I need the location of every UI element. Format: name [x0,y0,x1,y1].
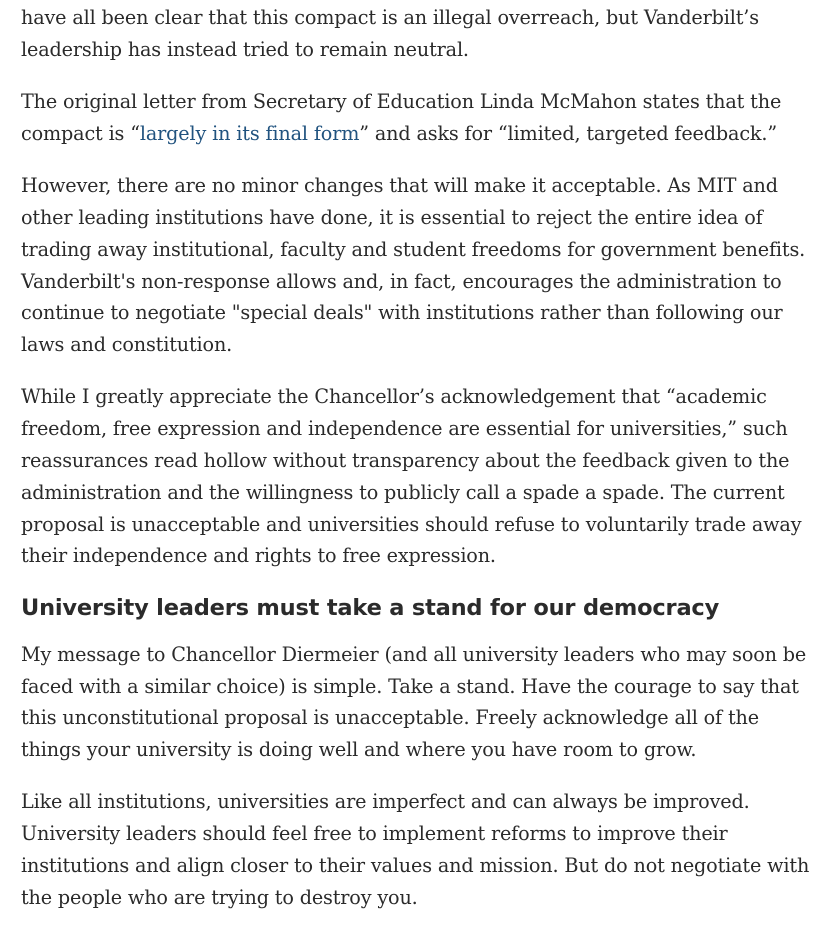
final-form-link[interactable]: largely in its final form [139,121,360,145]
article-body [21,2,821,934]
paragraph-chancellor-acknowledgement: While I greatly appreciate the Chancellor’s acknowledgement that “academic freedom, free expression and independence are essential for universities,” such reassurances read hollow without transparency about the feedback given to the administration and the willingness to publicly call a spade a spade. The current proposal is unacceptable and universities should refuse to voluntarily trade away their independence and rights to free expression. [21,385,802,568]
paragraph-neutral-leadership: have all been clear that this compact is an illegal overreach, but Vanderbilt’s leadership has instead tried to remain neutral. [21,6,759,61]
paragraph-mcmahon-letter [21,86,821,150]
paragraph-universities-imperfect: Like all institutions, universities are imperfect and can always be improved. University leaders should feel free to implement reforms to improve their institutions and align closer to their values and mission. But do not negotiate with the people who are trying to destroy you. [21,790,810,909]
paragraph-no-minor-changes: However, there are no minor changes that will make it acceptable. As MIT and other leading institutions have done, it is essential to reject the entire idea of trading away institutional, faculty and student freedoms for government benefits. Vanderbilt's non-response allows and, in fact, encourages the administration to continue to negotiate "special deals" with institutions rather than following our laws and constitution. [21,174,806,357]
paragraph-text-after-link: ” and asks for “limited, targeted feedback.” [359,121,778,145]
paragraph-message-to-chancellor: My message to Chancellor Diermeier (and all university leaders who may soon be faced with a similar choice) is simple. Take a stand. Have the courage to say that this unconstitutional proposal is unacceptable. Freely acknowledge all of the things your university is doing well and where you have room to grow. [21,642,807,762]
section-heading: University leaders must take a stand for our democracy [21,594,720,621]
paragraph-text-before-link: The original letter from Secretary of Education Linda McMahon states that the compact is “ [21,90,782,145]
